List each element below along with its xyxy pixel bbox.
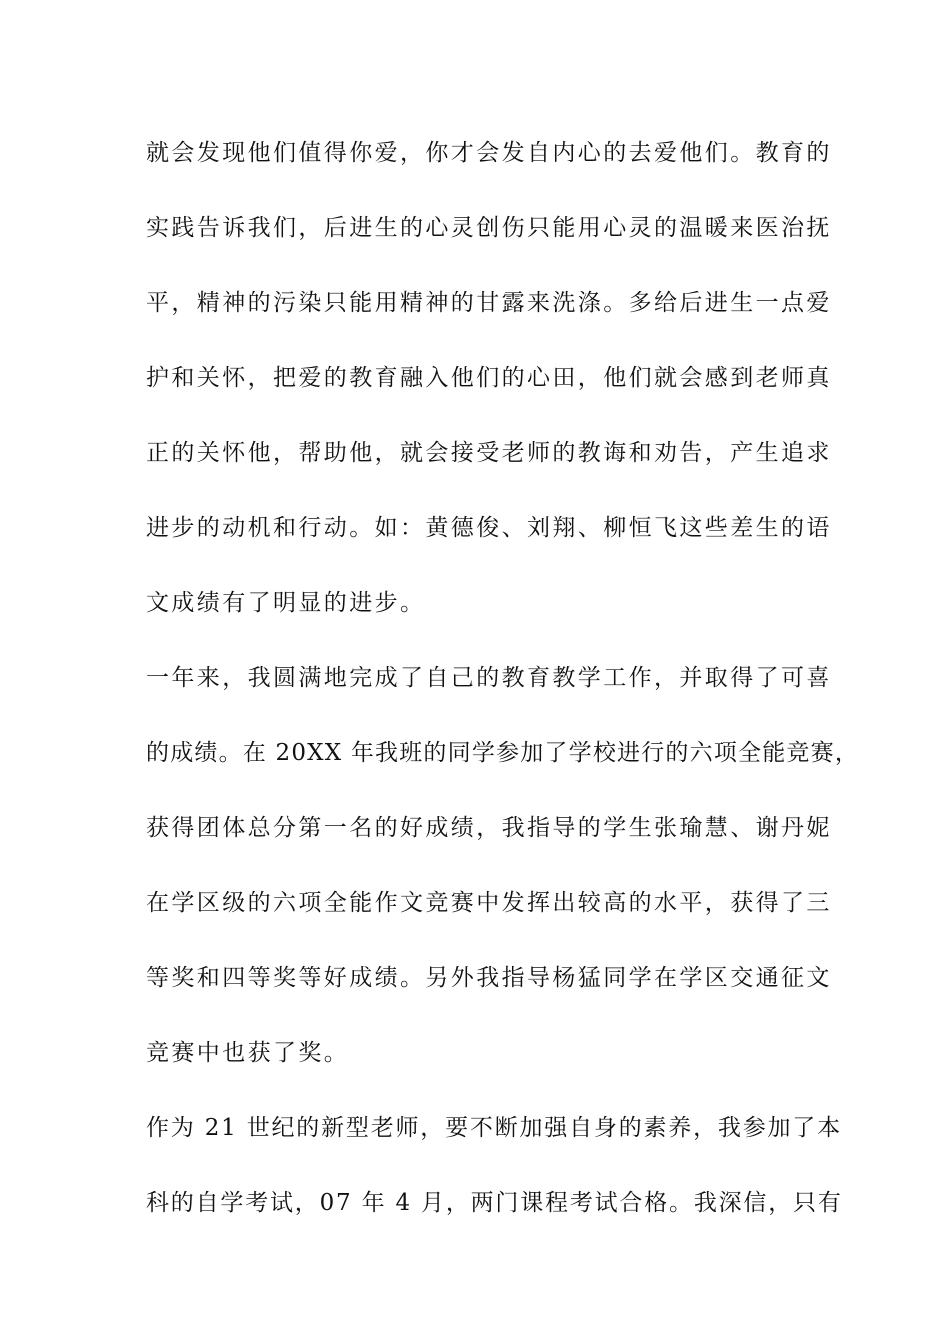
text-line: 实践告诉我们，后进生的心灵创伤只能用心灵的温暖来医治抚 [146, 215, 832, 241]
text-line: 的成绩。在 20XX 年我班的同学参加了学校进行的六项全能竞赛， [146, 740, 860, 766]
text-line: 文成绩有了明显的进步。 [146, 590, 426, 616]
text-line: 作为 21 世纪的新型老师，要不断加强自身的素养，我参加了本 [146, 1115, 842, 1141]
text-line: 进步的动机和行动。如：黄德俊、刘翔、柳恒飞这些差生的语 [146, 515, 832, 541]
text-line: 科的自学考试，07 年 4 月，两门课程考试合格。我深信，只有 [146, 1190, 843, 1216]
text-line: 一年来，我圆满地完成了自己的教育教学工作，并取得了可喜 [146, 665, 832, 691]
text-line: 平，精神的污染只能用精神的甘露来洗涤。多给后进生一点爱 [146, 290, 832, 316]
body-text [146, 133, 860, 1258]
text-line: 就会发现他们值得你爱，你才会发自内心的去爱他们。教育的 [146, 140, 832, 166]
text-line: 在学区级的六项全能作文竞赛中发挥出较高的水平，获得了三 [146, 890, 832, 916]
text-line: 护和关怀，把爱的教育融入他们的心田，他们就会感到老师真 [146, 365, 832, 391]
text-line: 竞赛中也获了奖。 [146, 1040, 350, 1066]
text-line: 正的关怀他，帮助他，就会接受老师的教诲和劝告，产生追求 [146, 440, 832, 466]
text-line: 获得团体总分第一名的好成绩，我指导的学生张瑜慧、谢丹妮 [146, 815, 832, 841]
text-line: 等奖和四等奖等好成绩。另外我指导杨猛同学在学区交通征文 [146, 965, 832, 991]
